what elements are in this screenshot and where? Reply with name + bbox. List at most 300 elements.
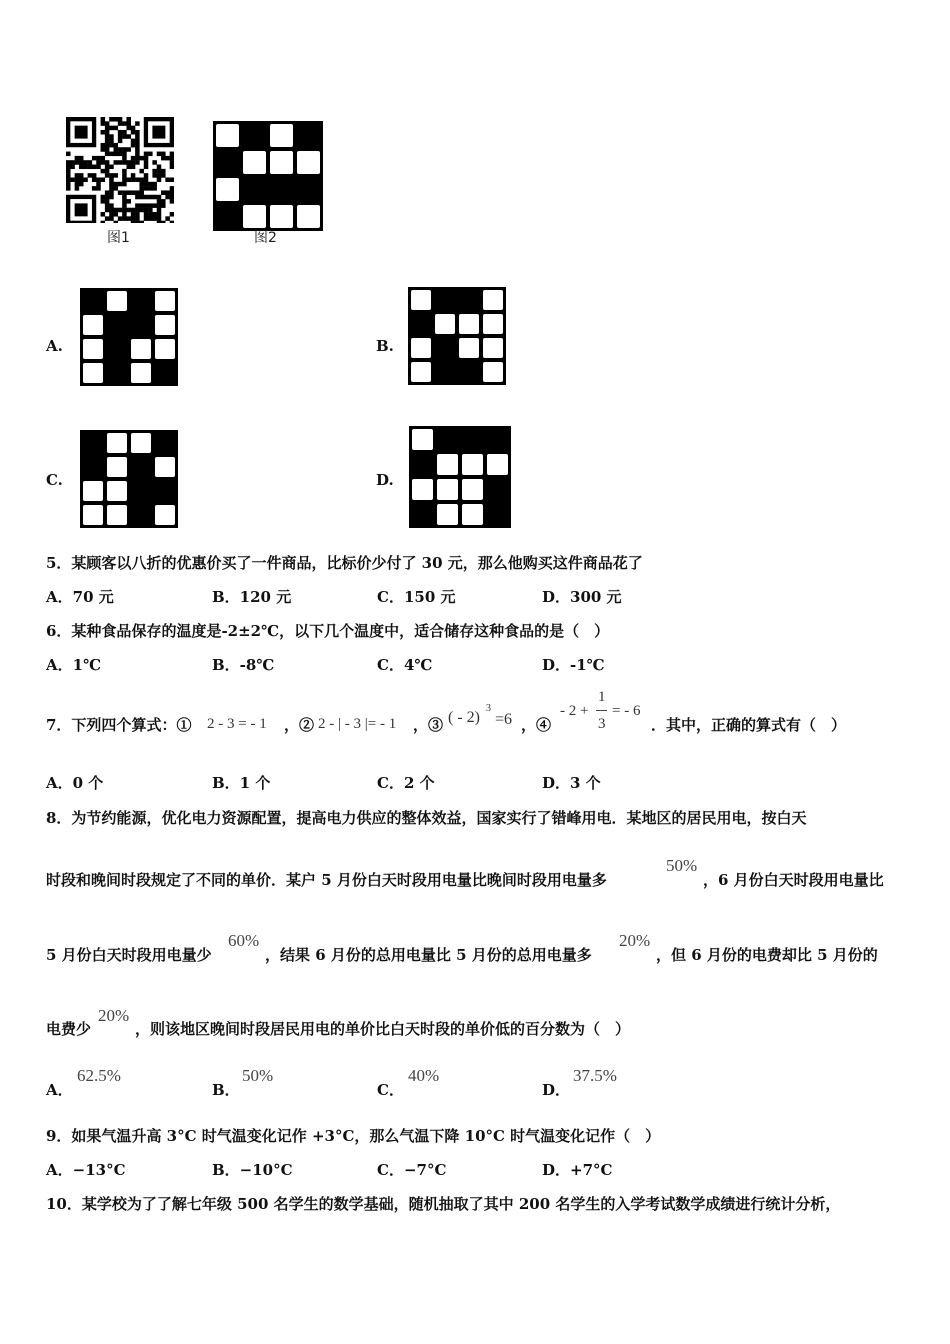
qr-module <box>144 208 149 213</box>
option-a-white-cell <box>155 339 175 359</box>
figure-2-white-cell <box>216 124 239 147</box>
option-d-white-cell <box>462 454 483 475</box>
qr-module <box>170 221 174 223</box>
qr-module <box>101 212 106 217</box>
qr-module <box>144 165 149 170</box>
qr-module <box>135 216 140 221</box>
question-8-line-2b: ，6 月份白天时段用电量比 <box>703 871 884 889</box>
qr-module <box>122 177 127 182</box>
qr-module <box>105 173 110 178</box>
qr-module <box>118 190 123 195</box>
qr-module <box>152 160 157 165</box>
qr-module <box>157 208 162 213</box>
option-c-white-cell <box>83 481 103 501</box>
qr-module <box>101 177 106 182</box>
qr-module <box>161 173 166 178</box>
qr-module <box>92 173 97 178</box>
qr-module <box>105 134 110 139</box>
qr-module <box>66 186 71 191</box>
q7-expression-3-exponent: 3 <box>486 703 491 714</box>
q7-separator-3: ，③ <box>413 716 444 734</box>
q8-percent-20-b: 20% <box>98 1006 130 1025</box>
qr-module <box>139 190 144 195</box>
option-d-white-cell <box>487 454 508 475</box>
q5-option-c: C．150 元 <box>377 588 456 606</box>
qr-module <box>152 186 157 191</box>
qr-module <box>105 208 110 213</box>
qr-module <box>118 208 123 213</box>
qr-module <box>152 212 157 217</box>
qr-module <box>131 173 136 178</box>
qr-module <box>131 126 136 131</box>
option-c-white-cell <box>107 481 127 501</box>
question-8-line-4b: ，则该地区晚间时段居民用电的单价比白天时段的单价低的百分数为（ ） <box>135 1020 631 1038</box>
qr-module <box>152 216 157 221</box>
qr-module <box>79 177 84 182</box>
qr-module <box>101 156 106 161</box>
qr-module <box>122 208 127 213</box>
qr-finder-center <box>152 126 165 139</box>
qr-module <box>109 126 114 131</box>
qr-module <box>170 195 174 200</box>
q7-expression-1: 2 - 3 = - 1 <box>207 716 267 732</box>
qr-module <box>101 143 106 148</box>
figure-2-grid <box>212 120 324 236</box>
qr-module <box>122 156 127 161</box>
qr-module <box>101 221 106 223</box>
qr-module <box>131 221 136 223</box>
qr-module <box>75 182 80 187</box>
q6-option-a: A．1℃ <box>46 656 102 674</box>
option-c-white-cell <box>107 433 127 453</box>
option-b-grid <box>407 286 507 390</box>
qr-module <box>135 160 140 165</box>
qr-module <box>144 182 149 187</box>
qr-module <box>66 160 71 165</box>
qr-module <box>101 117 106 122</box>
qr-module <box>118 182 123 187</box>
qr-module <box>148 195 153 200</box>
question-7-stem-start: 7．下列四个算式：① <box>46 716 192 734</box>
qr-module <box>139 208 144 213</box>
qr-module <box>161 221 166 223</box>
qr-module <box>105 126 110 131</box>
qr-module <box>126 208 131 213</box>
qr-module <box>75 156 80 161</box>
qr-module <box>79 160 84 165</box>
qr-module <box>139 169 144 174</box>
qr-module <box>126 147 131 152</box>
qr-module <box>109 216 114 221</box>
qr-module <box>122 203 127 208</box>
qr-module <box>105 147 110 152</box>
qr-module <box>66 165 71 170</box>
qr-module <box>83 165 88 170</box>
qr-module <box>131 190 136 195</box>
q6-option-b: B．-8℃ <box>212 656 275 674</box>
qr-module <box>105 216 110 221</box>
q9-option-d: D．+7°C <box>542 1161 613 1179</box>
qr-module <box>126 177 131 182</box>
qr-module <box>135 190 140 195</box>
figure-1-caption: 图1 <box>107 230 130 246</box>
q7-expression-4-right: = - 6 <box>612 703 641 719</box>
qr-module <box>157 212 162 217</box>
option-b-white-cell <box>483 290 503 310</box>
qr-module <box>161 156 166 161</box>
qr-module <box>75 177 80 182</box>
qr-module <box>70 177 75 182</box>
qr-module <box>105 121 110 126</box>
qr-module <box>109 208 114 213</box>
qr-module <box>126 134 131 139</box>
qr-module <box>109 190 114 195</box>
q8-option-a-value: 62.5% <box>77 1066 121 1085</box>
qr-module <box>131 139 136 144</box>
qr-module <box>122 152 127 157</box>
qr-finder-center <box>75 203 88 216</box>
option-a-white-cell <box>83 339 103 359</box>
q8-percent-20-a: 20% <box>619 931 651 950</box>
qr-module <box>126 160 131 165</box>
qr-module <box>66 173 71 178</box>
qr-module <box>92 186 97 191</box>
qr-module <box>118 130 123 135</box>
qr-module <box>105 160 110 165</box>
q8-option-b-value: 50% <box>242 1066 274 1085</box>
option-a-white-cell <box>83 315 103 335</box>
option-a-white-cell <box>155 291 175 311</box>
qr-module <box>88 173 93 178</box>
qr-module <box>75 160 80 165</box>
qr-module <box>122 199 127 204</box>
qr-module <box>101 160 106 165</box>
qr-module <box>135 134 140 139</box>
qr-module <box>114 143 119 148</box>
qr-module <box>105 190 110 195</box>
option-b-white-cell <box>483 362 503 382</box>
qr-module <box>109 165 114 170</box>
q7-option-b: B．1 个 <box>212 774 271 792</box>
qr-module <box>114 182 119 187</box>
qr-module <box>135 203 140 208</box>
option-d-svg <box>408 425 512 529</box>
qr-module <box>157 152 162 157</box>
qr-module <box>135 139 140 144</box>
figure-2-white-cell <box>270 151 293 174</box>
option-b-svg <box>407 286 507 386</box>
qr-module <box>109 173 114 178</box>
qr-module <box>139 177 144 182</box>
qr-module <box>170 199 174 204</box>
question-6-stem: 6．某种食品保存的温度是-2±2℃，以下几个温度中，适合储存这种食品的是（ ） <box>46 622 610 640</box>
qr-module <box>118 216 123 221</box>
qr-module <box>144 203 149 208</box>
option-c-label: C. <box>46 471 63 489</box>
qr-module <box>79 182 84 187</box>
qr-module <box>122 169 127 174</box>
option-a-label: A. <box>46 337 63 355</box>
q7-expression-4-numerator: 1 <box>598 689 606 705</box>
qr-module <box>66 152 71 157</box>
qr-module <box>118 152 123 157</box>
qr-module <box>122 190 127 195</box>
q5-option-b: B．120 元 <box>212 588 292 606</box>
qr-module <box>70 165 75 170</box>
qr-module <box>144 186 149 191</box>
qr-module <box>135 156 140 161</box>
qr-module <box>139 195 144 200</box>
qr-module <box>114 186 119 191</box>
qr-module <box>79 165 84 170</box>
qr-module <box>144 160 149 165</box>
qr-module <box>126 121 131 126</box>
qr-module <box>170 190 174 195</box>
qr-module <box>92 177 97 182</box>
qr-module <box>105 152 110 157</box>
qr-module <box>79 156 84 161</box>
qr-module <box>135 195 140 200</box>
qr-module <box>118 160 123 165</box>
option-c-white-cell <box>155 457 175 477</box>
qr-module <box>161 190 166 195</box>
option-c-white-cell <box>83 505 103 525</box>
q8-percent-60: 60% <box>228 931 260 950</box>
qr-module <box>109 177 114 182</box>
qr-module <box>109 134 114 139</box>
qr-module <box>109 186 114 191</box>
qr-module <box>122 130 127 135</box>
option-c-white-cell <box>131 433 151 453</box>
qr-module <box>92 165 97 170</box>
qr-module <box>165 190 170 195</box>
qr-module <box>144 195 149 200</box>
q7-separator-4: ，④ <box>521 716 552 734</box>
qr-module <box>109 182 114 187</box>
qr-module <box>122 173 127 178</box>
qr-module <box>148 186 153 191</box>
qr-module <box>135 221 140 223</box>
qr-module <box>139 221 144 223</box>
q8-option-c-value: 40% <box>408 1066 440 1085</box>
question-10-stem: 10．某学校为了了解七年级 500 名学生的数学基础，随机抽取了其中 200 名学生的入学考试数学成绩进行统计分析， <box>46 1195 841 1213</box>
q8-option-d-label: D． <box>542 1081 571 1099</box>
qr-module <box>170 177 174 182</box>
q7-fraction-bar <box>596 710 607 711</box>
qr-module <box>70 160 75 165</box>
figure-2-white-cell <box>270 205 293 228</box>
qr-module <box>148 152 153 157</box>
qr-module <box>135 147 140 152</box>
qr-module <box>126 190 131 195</box>
qr-module <box>157 199 162 204</box>
option-b-label: B. <box>376 337 394 355</box>
q7-option-c: C．2 个 <box>377 774 435 792</box>
qr-module <box>118 121 123 126</box>
option-b-white-cell <box>435 314 455 334</box>
option-a-white-cell <box>83 363 103 383</box>
qr-module <box>122 160 127 165</box>
figure-2-white-cell <box>297 151 320 174</box>
qr-module <box>105 203 110 208</box>
q8-option-b-label: B． <box>212 1081 240 1099</box>
qr-module <box>126 165 131 170</box>
qr-module <box>114 173 119 178</box>
q8-percent-50: 50% <box>666 856 698 875</box>
qr-module <box>118 134 123 139</box>
qr-module <box>144 216 149 221</box>
option-d-white-cell <box>437 454 458 475</box>
qr-module <box>105 130 110 135</box>
qr-module <box>131 212 136 217</box>
qr-module <box>139 203 144 208</box>
qr-module <box>139 186 144 191</box>
qr-code-figure <box>66 117 174 223</box>
qr-module <box>83 160 88 165</box>
qr-module <box>135 152 140 157</box>
option-b-white-cell <box>411 290 431 310</box>
qr-module <box>157 221 162 223</box>
q5-option-a: A．70 元 <box>46 588 114 606</box>
option-d-grid <box>408 425 512 533</box>
option-c-white-cell <box>155 505 175 525</box>
q8-option-c-label: C． <box>377 1081 404 1099</box>
option-a-white-cell <box>131 339 151 359</box>
q7-expression-4-left: - 2 + <box>560 703 589 719</box>
figure-2-white-cell <box>297 205 320 228</box>
qr-module <box>126 216 131 221</box>
qr-module <box>126 117 131 122</box>
qr-module <box>139 156 144 161</box>
qr-module <box>144 156 149 161</box>
q7-expression-2: 2 - | - 3 |= - 1 <box>318 716 397 732</box>
option-b-white-cell <box>411 362 431 382</box>
qr-module <box>122 216 127 221</box>
qr-module <box>139 182 144 187</box>
figure-2-white-cell <box>243 151 266 174</box>
qr-module <box>96 177 101 182</box>
q8-option-a-label: A． <box>46 1081 73 1099</box>
qr-module <box>131 160 136 165</box>
option-b-white-cell <box>483 338 503 358</box>
qr-module <box>122 195 127 200</box>
q9-option-c: C．−7°C <box>377 1161 447 1179</box>
qr-module <box>135 208 140 213</box>
qr-module <box>161 169 166 174</box>
qr-module <box>105 199 110 204</box>
question-8-line-2a: 时段和晚间时段规定了不同的单价．某户 5 月份白天时段用电量比晚间时段用电量多 <box>46 871 607 889</box>
qr-module <box>170 186 174 191</box>
figure-2-white-cell <box>216 178 239 201</box>
q7-option-a: A．0 个 <box>46 774 104 792</box>
qr-module <box>114 208 119 213</box>
qr-module <box>131 208 136 213</box>
qr-module <box>96 156 101 161</box>
q9-option-a: A．−13°C <box>46 1161 126 1179</box>
option-d-white-cell <box>412 479 433 500</box>
q7-expression-4-denominator: 3 <box>598 716 606 732</box>
qr-module <box>135 212 140 217</box>
option-a-white-cell <box>155 315 175 335</box>
qr-module <box>131 165 136 170</box>
qr-module <box>144 152 149 157</box>
qr-module <box>66 182 71 187</box>
qr-module <box>131 130 136 135</box>
qr-module <box>88 160 93 165</box>
qr-module <box>105 169 110 174</box>
qr-module <box>118 147 123 152</box>
qr-module <box>165 177 170 182</box>
figure-2-white-cell <box>243 205 266 228</box>
qr-module <box>131 177 136 182</box>
qr-module <box>118 139 123 144</box>
qr-module <box>170 152 174 157</box>
qr-module <box>105 165 110 170</box>
qr-module <box>114 147 119 152</box>
qr-module <box>118 117 123 122</box>
qr-module <box>96 186 101 191</box>
question-5-stem: 5．某顾客以八折的优惠价买了一件商品，比标价少付了 30 元，那么他购买这件商品花了 <box>46 554 643 572</box>
qr-module <box>96 165 101 170</box>
qr-module <box>152 195 157 200</box>
qr-module <box>101 121 106 126</box>
qr-module <box>135 143 140 148</box>
qr-module <box>101 147 106 152</box>
qr-code-image <box>66 117 174 223</box>
qr-module <box>157 177 162 182</box>
qr-module <box>109 203 114 208</box>
qr-module <box>105 139 110 144</box>
qr-module <box>148 208 153 213</box>
qr-module <box>165 156 170 161</box>
qr-module <box>88 165 93 170</box>
qr-module <box>105 143 110 148</box>
qr-module <box>109 152 114 157</box>
qr-module <box>157 169 162 174</box>
qr-module <box>114 160 119 165</box>
qr-module <box>101 199 106 204</box>
qr-module <box>152 203 157 208</box>
qr-module <box>126 199 131 204</box>
qr-module <box>161 199 166 204</box>
qr-module <box>157 173 162 178</box>
qr-module <box>75 173 80 178</box>
qr-module <box>114 126 119 131</box>
qr-module <box>165 216 170 221</box>
option-c-svg <box>79 429 179 529</box>
qr-module <box>131 143 136 148</box>
qr-module <box>148 203 153 208</box>
q6-option-d: D．-1℃ <box>542 656 605 674</box>
qr-module <box>105 195 110 200</box>
qr-module <box>122 212 127 217</box>
qr-module <box>131 216 136 221</box>
question-9-stem: 9．如果气温升高 3°C 时气温变化记作 +3°C，那么气温下降 10°C 时气温变化记作（ ） <box>46 1127 661 1145</box>
qr-module <box>135 130 140 135</box>
qr-module <box>114 212 119 217</box>
qr-module <box>101 169 106 174</box>
figure-2-svg <box>212 120 324 232</box>
qr-module <box>75 186 80 191</box>
qr-module <box>109 212 114 217</box>
qr-module <box>96 160 101 165</box>
qr-module <box>165 195 170 200</box>
qr-module <box>114 152 119 157</box>
option-b-white-cell <box>411 338 431 358</box>
qr-module <box>144 177 149 182</box>
qr-module <box>92 156 97 161</box>
q9-option-b: B．−10°C <box>212 1161 293 1179</box>
